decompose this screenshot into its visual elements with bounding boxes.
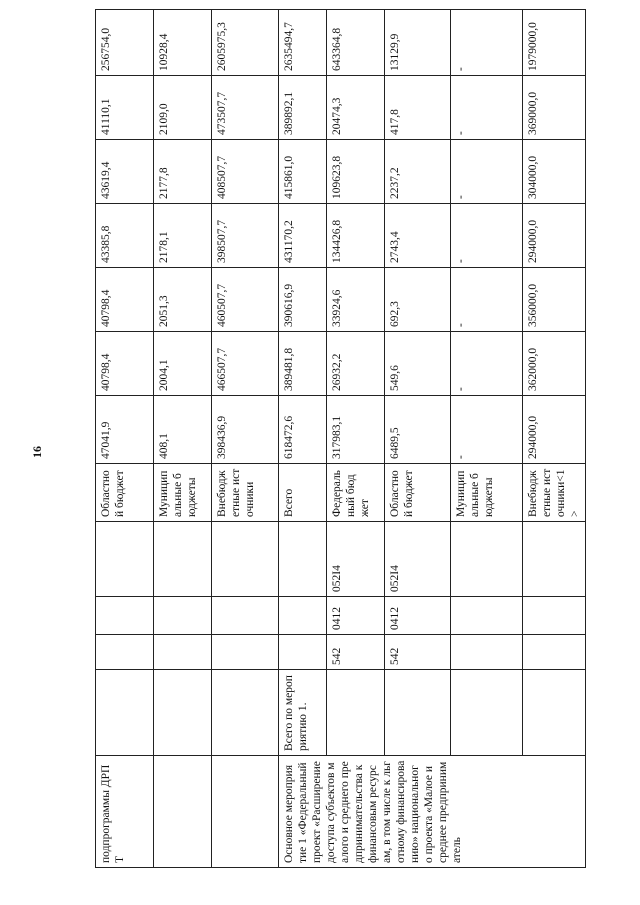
target-article-cell bbox=[154, 522, 212, 597]
program-name-cell bbox=[212, 756, 279, 868]
amount-cell: - bbox=[451, 140, 523, 204]
section-code-cell bbox=[154, 597, 212, 635]
table-row bbox=[385, 10, 451, 868]
amount-cell: 6489,5 bbox=[385, 396, 451, 464]
target-article-cell bbox=[96, 522, 154, 597]
target-article-cell bbox=[523, 522, 586, 597]
total-amount-cell: 1979000,0 bbox=[523, 10, 586, 76]
amount-cell: 415861,0 bbox=[279, 140, 327, 204]
table-row bbox=[523, 10, 586, 868]
funding-source-cell: Внебюджетные источники bbox=[212, 464, 279, 522]
amount-cell: 109623,8 bbox=[327, 140, 385, 204]
amount-cell: 2743,4 bbox=[385, 204, 451, 268]
total-amount-cell: 2605975,3 bbox=[212, 10, 279, 76]
funding-source-cell: Областной бюджет bbox=[385, 464, 451, 522]
amount-cell: 2177,8 bbox=[154, 140, 212, 204]
amount-cell: 549,6 bbox=[385, 332, 451, 396]
total-amount-cell: - bbox=[451, 10, 523, 76]
amount-cell: 40798,4 bbox=[96, 268, 154, 332]
section-code-cell bbox=[279, 597, 327, 635]
amount-cell: 304000,0 bbox=[523, 140, 586, 204]
amount-cell: 618472,6 bbox=[279, 396, 327, 464]
amount-cell: 294000,0 bbox=[523, 204, 586, 268]
total-amount-cell: 2635494,7 bbox=[279, 10, 327, 76]
amount-cell: 26932,2 bbox=[327, 332, 385, 396]
budget-table bbox=[95, 9, 586, 868]
table-row bbox=[154, 10, 212, 868]
event-name-cell bbox=[523, 670, 586, 756]
total-amount-cell: 643364,8 bbox=[327, 10, 385, 76]
target-article-cell bbox=[212, 522, 279, 597]
amount-cell: 398436,9 bbox=[212, 396, 279, 464]
grbs-cell bbox=[523, 635, 586, 670]
amount-cell: 417,8 bbox=[385, 76, 451, 140]
amount-cell: 40798,4 bbox=[96, 332, 154, 396]
section-code-cell bbox=[523, 597, 586, 635]
table-row bbox=[451, 10, 523, 868]
funding-source-cell: Внебюджетные источники<1> bbox=[523, 464, 586, 522]
amount-cell: 43385,8 bbox=[96, 204, 154, 268]
amount-cell: 369000,0 bbox=[523, 76, 586, 140]
amount-cell: 362000,0 bbox=[523, 332, 586, 396]
grbs-cell bbox=[451, 635, 523, 670]
grbs-cell bbox=[154, 635, 212, 670]
amount-cell: 294000,0 bbox=[523, 396, 586, 464]
amount-cell: - bbox=[451, 332, 523, 396]
event-name-cell bbox=[154, 670, 212, 756]
table-row bbox=[212, 10, 279, 868]
amount-cell: 692,3 bbox=[385, 268, 451, 332]
program-name-cell: подпрограммы ДРПТ bbox=[96, 756, 154, 868]
amount-cell: 398507,7 bbox=[212, 204, 279, 268]
total-amount-cell: 13129,9 bbox=[385, 10, 451, 76]
amount-cell: 356000,0 bbox=[523, 268, 586, 332]
funding-source-cell: Федеральный бюджет bbox=[327, 464, 385, 522]
amount-cell: 43619,4 bbox=[96, 140, 154, 204]
event-name-cell bbox=[451, 670, 523, 756]
amount-cell: 47041,9 bbox=[96, 396, 154, 464]
funding-source-cell: Областной бюджет bbox=[96, 464, 154, 522]
amount-cell: 2109,0 bbox=[154, 76, 212, 140]
program-name-cell: Основное мероприятие 1 «Федеральный проект «Расширение доступа субъектов малого и среднего предпринимательства к финансовым ресурсам, в том числе к льготному финансированию» национального проекта «Малое и среднее предприниматель bbox=[279, 756, 586, 868]
amount-cell: - bbox=[451, 268, 523, 332]
event-name-cell: Всего по мероприятию 1. bbox=[279, 670, 327, 756]
grbs-cell bbox=[212, 635, 279, 670]
target-article-cell: 052I4 bbox=[327, 522, 385, 597]
amount-cell: 390616,9 bbox=[279, 268, 327, 332]
section-code-cell: 0412 bbox=[327, 597, 385, 635]
grbs-cell: 542 bbox=[327, 635, 385, 670]
section-code-cell bbox=[212, 597, 279, 635]
grbs-cell: 542 bbox=[385, 635, 451, 670]
amount-cell: 408507,7 bbox=[212, 140, 279, 204]
amount-cell: 2237,2 bbox=[385, 140, 451, 204]
total-amount-cell: 10928,4 bbox=[154, 10, 212, 76]
funding-source-cell: Муниципальные бюджеты bbox=[154, 464, 212, 522]
amount-cell: 389892,1 bbox=[279, 76, 327, 140]
amount-cell: 2004,1 bbox=[154, 332, 212, 396]
amount-cell: 317983,1 bbox=[327, 396, 385, 464]
event-name-cell bbox=[96, 670, 154, 756]
amount-cell: 2051,3 bbox=[154, 268, 212, 332]
table-row bbox=[96, 10, 154, 868]
target-article-cell bbox=[451, 522, 523, 597]
total-amount-cell: 256754,0 bbox=[96, 10, 154, 76]
target-article-cell bbox=[279, 522, 327, 597]
rotated-table-wrapper bbox=[95, 10, 582, 868]
event-name-cell bbox=[212, 670, 279, 756]
event-name-cell bbox=[327, 670, 385, 756]
amount-cell: 33924,6 bbox=[327, 268, 385, 332]
amount-cell: 408,1 bbox=[154, 396, 212, 464]
funding-source-cell: Муниципальные бюджеты bbox=[451, 464, 523, 522]
amount-cell: 134426,8 bbox=[327, 204, 385, 268]
amount-cell: 473507,7 bbox=[212, 76, 279, 140]
section-code-cell bbox=[96, 597, 154, 635]
table-row bbox=[279, 10, 327, 868]
table-row bbox=[327, 10, 385, 868]
event-name-cell bbox=[385, 670, 451, 756]
amount-cell: 460507,7 bbox=[212, 268, 279, 332]
grbs-cell bbox=[279, 635, 327, 670]
amount-cell: 466507,7 bbox=[212, 332, 279, 396]
section-code-cell: 0412 bbox=[385, 597, 451, 635]
section-code-cell bbox=[451, 597, 523, 635]
amount-cell: - bbox=[451, 396, 523, 464]
page-number: 16 bbox=[30, 446, 44, 458]
amount-cell: - bbox=[451, 204, 523, 268]
amount-cell: 20474,3 bbox=[327, 76, 385, 140]
amount-cell: 431170,2 bbox=[279, 204, 327, 268]
target-article-cell: 052I4 bbox=[385, 522, 451, 597]
amount-cell: 2178,1 bbox=[154, 204, 212, 268]
funding-source-cell: Всего bbox=[279, 464, 327, 522]
program-name-cell bbox=[154, 756, 212, 868]
amount-cell: 389481,8 bbox=[279, 332, 327, 396]
amount-cell: 41110,1 bbox=[96, 76, 154, 140]
amount-cell: - bbox=[451, 76, 523, 140]
grbs-cell bbox=[96, 635, 154, 670]
